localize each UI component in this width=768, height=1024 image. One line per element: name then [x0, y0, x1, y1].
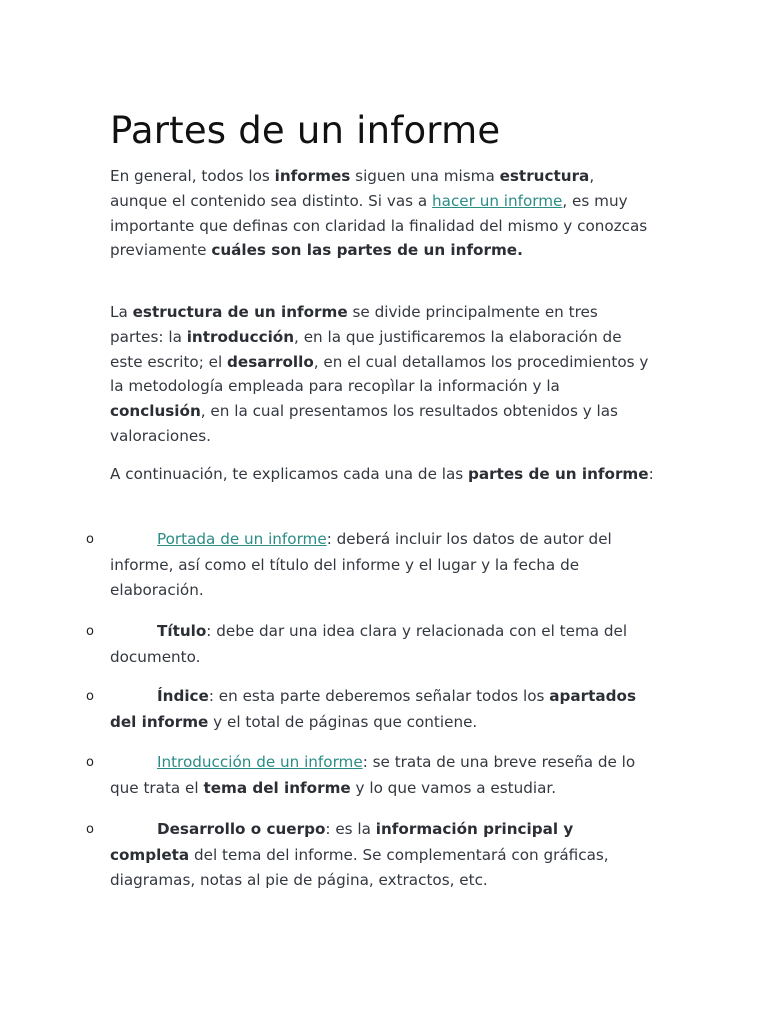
bold-text: apartados del informe	[110, 687, 636, 731]
text-run: En general, todos los	[110, 167, 275, 185]
text-run: , en la cual presentamos los resultados obtenidos y las valoraciones.	[110, 402, 618, 445]
bullet-marker: o	[86, 624, 94, 639]
bold-text: informes	[274, 167, 351, 185]
bold-text: partes de un informe	[468, 465, 649, 483]
list-item-indice	[86, 684, 655, 735]
list-intro-paragraph	[110, 462, 655, 487]
bullet-marker: o	[86, 689, 94, 704]
text-run: , en la que justificaremos la elaboración de este escrito; el	[110, 327, 622, 371]
text-run: : en esta parte deberemos señalar todos los	[208, 687, 550, 705]
bold-text: tema del informe	[203, 778, 351, 797]
text-run: y lo que vamos a estudiar.	[350, 778, 557, 797]
text-run: siguen una misma	[350, 167, 500, 185]
intro-paragraph	[110, 164, 655, 263]
bold-text: desarrollo	[227, 352, 314, 371]
bold-text: conclusión	[110, 402, 201, 421]
text-run: A continuación, te explicamos cada una de las	[110, 465, 469, 483]
text-run: , es muy importante que definas con claridad la finalidad del mismo y conozcas previamente	[110, 191, 648, 260]
bold-text: información principal y completa	[110, 820, 574, 864]
text-run: y el total de páginas que contiene.	[208, 712, 478, 731]
text-run: :	[648, 465, 654, 483]
list-item-portada	[86, 527, 655, 604]
bold-text: Desarrollo o cuerpo	[157, 820, 326, 838]
structure-paragraph	[110, 300, 655, 449]
text-run: : debe dar una idea clara y relacionada con el tema del documento.	[110, 622, 628, 666]
bullet-marker: o	[86, 822, 94, 837]
page-title: Partes de un informe	[110, 109, 501, 152]
hacer-informe-link[interactable]: hacer un informe	[432, 191, 563, 210]
bold-text: Índice	[157, 687, 209, 705]
bold-text: cuáles son las partes de un informe.	[211, 241, 523, 260]
text-run: del tema del informe. Se complementará con gráficas, diagramas, notas al pie de página, extractos, etc.	[110, 845, 609, 889]
bold-text: Título	[157, 622, 207, 640]
text-run: se divide principalmente en tres partes: la	[110, 303, 598, 346]
bold-text: introducción	[186, 327, 295, 346]
list-item-desarrollo	[86, 817, 655, 894]
bold-text: estructura de un informe	[132, 303, 348, 321]
text-run: La	[110, 303, 133, 321]
portada-link[interactable]: Portada de un informe	[157, 530, 327, 548]
bullet-marker: o	[86, 532, 94, 547]
introduccion-link[interactable]: Introducción de un informe	[157, 753, 363, 771]
text-run: : deberá incluir los datos de autor del informe, así como el título del informe y el lugar y la fecha de elaboración.	[110, 530, 612, 599]
text-run: , aunque el contenido sea distinto. Si vas a	[110, 167, 595, 210]
list-item-titulo	[86, 619, 655, 670]
bullet-marker: o	[86, 755, 94, 770]
text-run: : se trata de una breve reseña de lo que trata el	[110, 753, 636, 797]
list-item-introduccion	[86, 750, 655, 801]
bold-text: estructura	[499, 167, 590, 185]
text-run: , en el cual detallamos los procedimientos y la metodología empleada para recopìlar la información y la	[110, 352, 649, 396]
text-run: : es la	[325, 820, 376, 838]
